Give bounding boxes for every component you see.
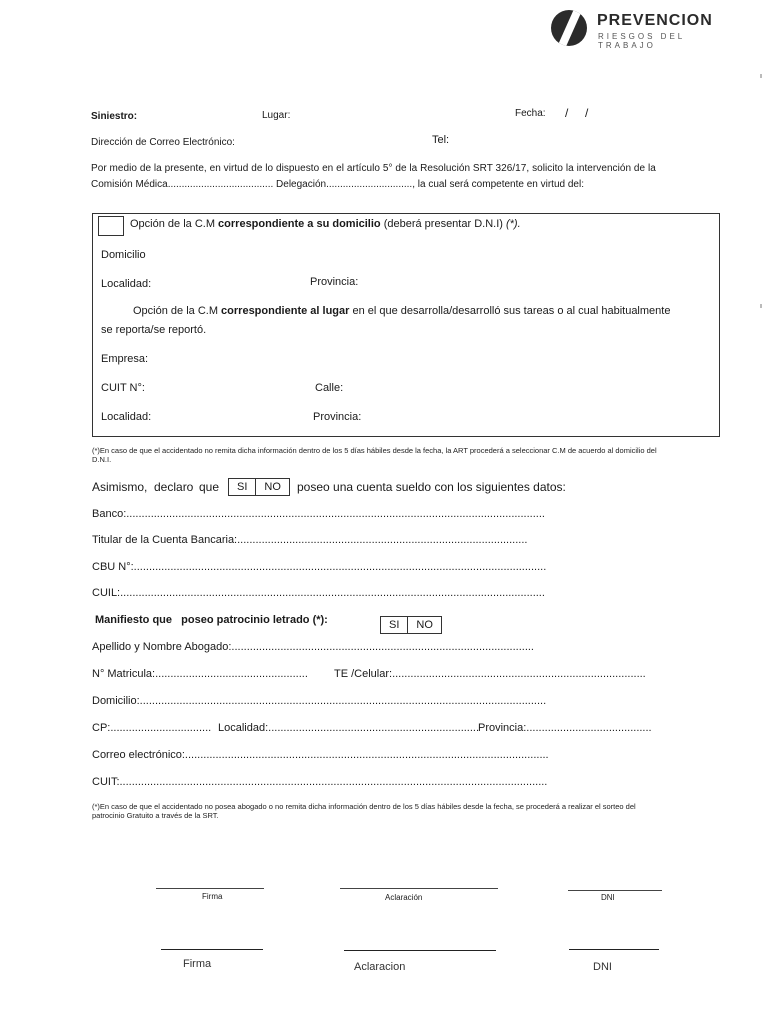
patrocinio-si[interactable]: SI	[389, 619, 400, 631]
cuenta-sueldo-no[interactable]: NO	[255, 479, 289, 495]
domicilio-abogado-field[interactable]: Domicilio:.....................................................................................................................................	[92, 695, 547, 707]
titular-field[interactable]: Titular de la Cuenta Bancaria:...............................................................................................	[92, 534, 528, 546]
localidad-label-1: Localidad:	[101, 278, 152, 290]
fecha-label: Fecha:	[515, 108, 546, 119]
correo-field[interactable]: Correo electrónico:.......................................................................................................................	[92, 749, 549, 761]
scan-mark	[760, 74, 762, 78]
option-domicilio-ref: (*).	[505, 218, 521, 230]
option-domicilio-post: (deberá presentar D.N.I)	[380, 218, 506, 230]
cuit-abogado-field[interactable]: CUIT:............................................................................................................................................	[92, 776, 548, 788]
footnote-2-line-1: (*)En caso de que el accidentado no posea abogado o no remita dicha información dentro de los 5 días hábiles desde la fecha, se procederá a realizar el sorteo del	[92, 802, 636, 811]
provincia-label-1: Provincia:	[310, 276, 359, 288]
firma-line-2	[161, 949, 263, 950]
firma-line-1	[156, 888, 264, 889]
cuit-label: CUIT N°:	[101, 382, 145, 394]
declaro-rest: poseo una cuenta sueldo con los siguientes datos:	[297, 480, 566, 494]
patrocinio-si-no[interactable]	[380, 616, 442, 634]
aclaracion-label-2: Aclaracion	[354, 961, 406, 973]
empresa-label: Empresa:	[101, 353, 149, 365]
scan-mark	[760, 304, 762, 308]
option-lugar-line-2: se reporta/se reportó.	[101, 324, 207, 336]
dni-label-2: DNI	[593, 961, 612, 973]
siniestro-label: Siniestro:	[91, 111, 138, 122]
footnote-1-line-2: D.N.I.	[92, 455, 112, 464]
declaro-a: Asimismo,	[92, 480, 148, 494]
option-domicilio-pre: Opción de la C.M	[130, 218, 219, 230]
banco-field[interactable]: Banco:.........................................................................................................................................	[92, 508, 545, 520]
patrocinio-no[interactable]: NO	[407, 617, 441, 633]
logo-mark-icon	[551, 10, 587, 46]
tel-label: Tel:	[432, 134, 450, 146]
declaro-c: que	[199, 480, 220, 494]
abogado-field[interactable]: Apellido y Nombre Abogado:...................................................................................................	[92, 641, 534, 653]
cuenta-sueldo-si[interactable]: SI	[237, 481, 248, 493]
aclaracion-line-2	[344, 950, 496, 951]
celular-field[interactable]: TE /Celular:...................................................................................	[334, 668, 646, 680]
calle-label: Calle:	[315, 382, 344, 394]
domicilio-label: Domicilio	[101, 249, 146, 261]
declaro-b: declaro	[154, 480, 194, 494]
logo-brand: PREVENCION	[597, 12, 713, 29]
intro-line-1: Por medio de la presente, en virtud de lo dispuesto en el artículo 5° de la Resolución SRT 326/17, solicito la intervención de la	[91, 163, 656, 174]
email-label: Dirección de Correo Electrónico:	[91, 137, 235, 148]
footnote-1-line-1: (*)En caso de que el accidentado no remita dicha información dentro de los 5 días hábiles desde la fecha, la ART procederá a seleccionar C.M de acuerdo al domicilio del	[92, 446, 657, 455]
cuenta-sueldo-si-no[interactable]	[228, 478, 290, 496]
provincia-label-2: Provincia:	[313, 411, 362, 423]
intro-line-2: Comisión Médica...................................... Delegación..............................., la cual será competente en virtud del:	[91, 179, 584, 190]
firma-label-2: Firma	[183, 958, 212, 970]
option-lugar	[133, 305, 670, 317]
lugar-label: Lugar:	[262, 110, 291, 121]
matricula-field[interactable]: N° Matricula:..................................................	[92, 668, 308, 680]
cp-field[interactable]: CP:.................................	[92, 722, 212, 734]
localidad-abogado-field[interactable]: Localidad:.....................................................................	[218, 722, 480, 734]
option-lugar-post: en el que desarrolla/desarrolló sus tareas o al cual habitualmente	[349, 305, 671, 317]
option-domicilio-bold: correspondiente a su domicilio	[218, 218, 381, 230]
footnote-2-line-2: patrocinio Gratuito a través de la SRT.	[92, 811, 219, 820]
localidad-label-2: Localidad:	[101, 411, 152, 423]
option-lugar-bold: correspondiente al lugar	[221, 305, 350, 317]
domicilio-option-checkbox[interactable]	[98, 216, 124, 236]
prevencion-logo	[551, 10, 731, 50]
option-lugar-pre: Opción de la C.M	[133, 305, 222, 317]
logo-tagline: RIESGOS DEL TRABAJO	[598, 32, 685, 50]
patrocinio-label: Manifiesto que poseo patrocinio letrado (*):	[95, 614, 328, 626]
firma-label-1: Firma	[202, 892, 223, 901]
cuil-field[interactable]: CUIL:...........................................................................................................................................	[92, 587, 545, 599]
option-domicilio	[130, 218, 521, 230]
aclaracion-line-1	[340, 888, 498, 889]
dni-line-2	[569, 949, 659, 950]
fecha-slashes: / /	[565, 106, 589, 120]
dni-label-1: DNI	[601, 893, 615, 902]
aclaracion-label-1: Aclaración	[385, 893, 423, 902]
provincia-abogado-field[interactable]: Provincia:.........................................	[478, 722, 652, 734]
dni-line-1	[568, 890, 662, 891]
cbu-field[interactable]: CBU N°:.......................................................................................................................................	[92, 561, 547, 573]
